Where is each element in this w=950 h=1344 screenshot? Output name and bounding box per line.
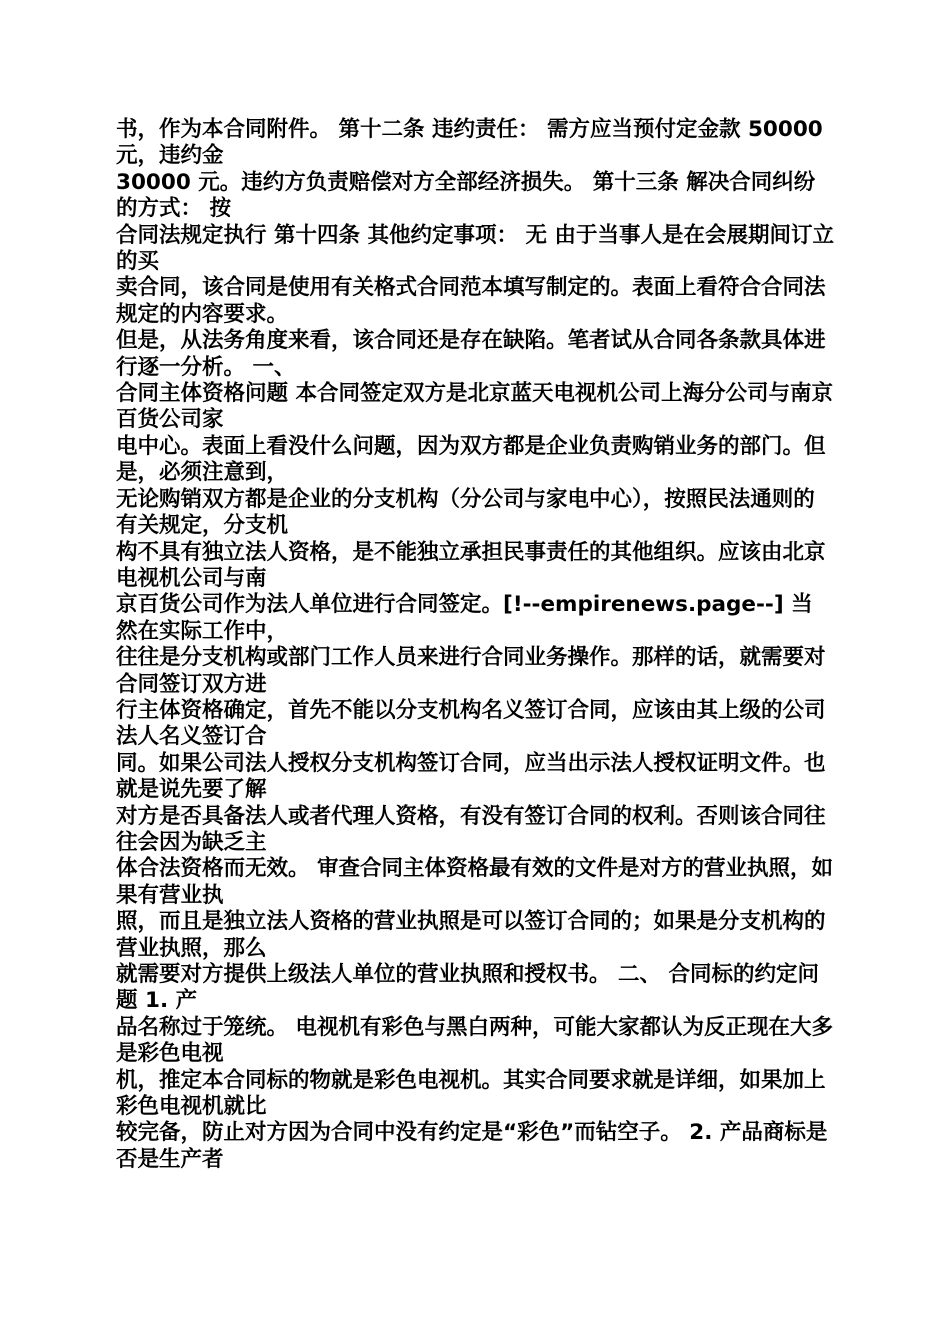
paragraph-18: 品名称过于笼统。 电视机有彩色与黑白两种，可能大家都认为反正现在大多是彩色电视 (116, 1014, 833, 1067)
paragraph-15: 体合法资格而无效。 审查合同主体资格最有效的文件是对方的营业执照，如果有营业执 (116, 856, 833, 908)
document-body (116, 117, 834, 1173)
paragraph-5: 但是，从法务角度来看，该合同还是存在缺陷。笔者试从合同各条款具体进行逐一分析。 一、 (116, 328, 826, 380)
paragraph-6: 合同主体资格问题 本合同签定双方是北京蓝天电视机公司上海分公司与南京百货公司家 (116, 381, 833, 433)
paragraph-19: 机，推定本合同标的物就是彩色电视机。其实合同要求就是详细，如果加上彩色电视机就比 (116, 1067, 826, 1120)
paragraph-12: 行主体资格确定，首先不能以分支机构名义签订合同，应该由其上级的公司法人名义签订合 (116, 697, 826, 750)
paragraph-9: 构不具有独立法人资格，是不能独立承担民事责任的其他组织。应该由北京电视机公司与南 (116, 539, 826, 591)
paragraph-4: 卖合同，该合同是使用有关格式合同范本填写制定的。表面上看符合合同法规定的内容要求。 (116, 275, 826, 327)
paragraph-16: 照，而且是独立法人资格的营业执照是可以签订合同的；如果是分支机构的营业执照，那么 (116, 909, 826, 961)
paragraph-2: 30000 元。违约方负责赔偿对方全部经济损失。 第十三条 解决合同纠纷的方式： 按 (116, 169, 816, 222)
paragraph-17: 就需要对方提供上级法人单位的营业执照和授权书。 二、 合同标的约定问题 1. 产 (116, 962, 819, 1014)
paragraph-7: 电中心。表面上看没什么问题，因为双方都是企业负责购销业务的部门。但是，必须注意到， (116, 433, 826, 486)
paragraph-14: 对方是否具备法人或者代理人资格，有没有签订合同的权利。否则该合同往往会因为缺乏主 (116, 803, 826, 855)
paragraph-8: 无论购销双方都是企业的分支机构（分公司与家电中心），按照民法通则的有关规定，分支机 (116, 486, 815, 539)
paragraph-20: 较完备，防止对方因为合同中没有约定是“彩色”而钻空子。 2. 产品商标是否是生产者 (116, 1120, 828, 1172)
paragraph-3: 合同法规定执行 第十四条 其他约定事项： 无 由于当事人是在会展期间订立的买 (116, 222, 834, 275)
paragraph-10: 京百货公司作为法人单位进行合同签定。[!--empirenews.page--] 当然在实际工作中， (116, 592, 813, 644)
paragraph-11: 往往是分支机构或部门工作人员来进行合同业务操作。那样的话，就需要对合同签订双方进 (116, 645, 826, 697)
paragraph-1: 书，作为本合同附件。 第十二条 违约责任： 需方应当预付定金款 50000 元，违约金 (116, 117, 823, 169)
paragraph-13: 同。如果公司法人授权分支机构签订合同，应当出示法人授权证明文件。也就是说先要了解 (116, 750, 826, 803)
